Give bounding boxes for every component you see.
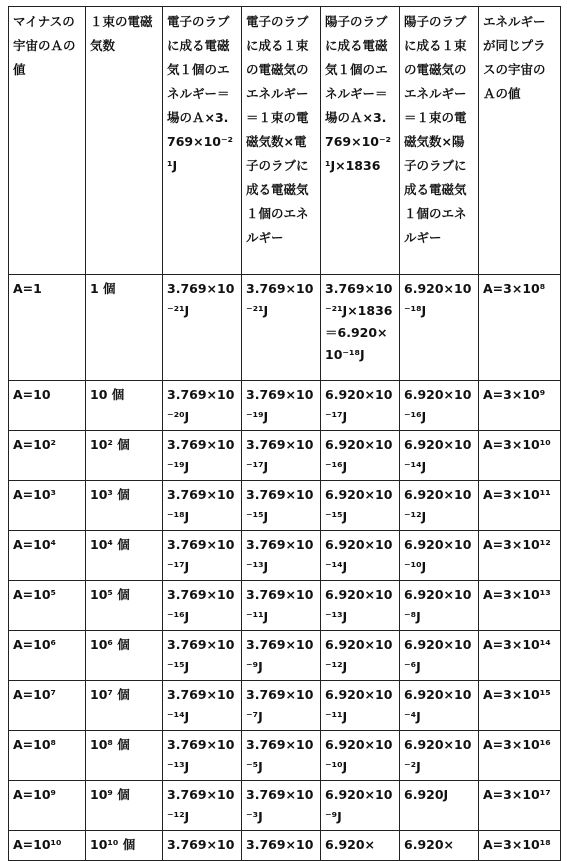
table-cell: 3.769×10 (242, 831, 321, 861)
table-row (9, 431, 561, 481)
table-cell: 3.769×10⁻¹⁵J (242, 481, 321, 531)
table-cell: 10 個 (86, 381, 163, 431)
header-cell-plus-universe-a: エネルギーが同じプラスの宇宙のＡの値 (479, 7, 561, 275)
header-cell-universe-a: マイナスの宇宙のＡの値 (9, 7, 86, 275)
table-cell: 3.769×10⁻²¹J (163, 275, 242, 381)
table-cell: 6.920×10⁻¹³J (321, 581, 400, 631)
table-cell: A=10³ (9, 481, 86, 531)
table-cell: 3.769×10⁻¹³J (242, 531, 321, 581)
header-cell-proton-bundle-energy: 陽子のラブに成る１束の電磁気のエネルギー＝１束の電磁気数×陽子のラブに成る電磁気１個のエネルギー (400, 7, 479, 275)
table-cell: A=1 (9, 275, 86, 381)
table-cell: 10⁸ 個 (86, 731, 163, 781)
table-cell: 3.769×10⁻¹¹J (242, 581, 321, 631)
table-cell: 3.769×10⁻¹⁹J (163, 431, 242, 481)
table-cell: 10⁷ 個 (86, 681, 163, 731)
table-cell: A=10⁵ (9, 581, 86, 631)
table-cell: A=10⁷ (9, 681, 86, 731)
table-cell: 6.920×10⁻¹¹J (321, 681, 400, 731)
document-page (8, 6, 560, 861)
table-cell: 3.769×10 (163, 831, 242, 861)
table-cell: A=3×10¹⁶ (479, 731, 561, 781)
table-cell: 6.920×10⁻¹⁵J (321, 481, 400, 531)
table-row (9, 831, 561, 861)
table-cell: 6.920×10⁻²J (400, 731, 479, 781)
table-cell: 3.769×10⁻¹²J (163, 781, 242, 831)
table-cell: A=3×10¹² (479, 531, 561, 581)
table-cell: 3.769×10⁻¹⁷J (242, 431, 321, 481)
table-row (9, 531, 561, 581)
header-cell-electron-bundle-energy: 電子のラブに成る１束の電磁気のエネルギー＝１束の電磁気数×電子のラブに成る電磁気１個のエネルギー (242, 7, 321, 275)
table-cell: 3.769×10⁻¹⁷J (163, 531, 242, 581)
table-cell: 3.769×10⁻²¹J×1836＝6.920×10⁻¹⁸J (321, 275, 400, 381)
table-cell: 10⁵ 個 (86, 581, 163, 631)
table-row (9, 481, 561, 531)
table-cell: A=10⁸ (9, 731, 86, 781)
table-cell: A=3×10¹³ (479, 581, 561, 631)
table-cell: 3.769×10⁻⁷J (242, 681, 321, 731)
table-cell: 3.769×10⁻³J (242, 781, 321, 831)
table-cell: 6.920×10⁻⁴J (400, 681, 479, 731)
table-cell: 6.920×10⁻¹⁶J (400, 381, 479, 431)
table-cell: 6.920×10⁻⁶J (400, 631, 479, 681)
table-cell: 6.920×10⁻¹⁷J (321, 381, 400, 431)
table-row (9, 781, 561, 831)
table-cell: A=3×10¹⁰ (479, 431, 561, 481)
table-cell: A=10⁴ (9, 531, 86, 581)
table-row (9, 631, 561, 681)
header-cell-bundle-count: １束の電磁気数 (86, 7, 163, 275)
table-cell: A=3×10¹¹ (479, 481, 561, 531)
table-row (9, 681, 561, 731)
table-header-row (9, 7, 561, 275)
energy-table (8, 6, 561, 861)
table-cell: 10¹⁰ 個 (86, 831, 163, 861)
table-row (9, 581, 561, 631)
table-cell: 3.769×10⁻¹³J (163, 731, 242, 781)
table-cell: 6.920×10⁻¹⁶J (321, 431, 400, 481)
table-cell: A=10² (9, 431, 86, 481)
table-cell: A=3×10¹⁵ (479, 681, 561, 731)
table-cell: 6.920×10⁻¹⁸J (400, 275, 479, 381)
table-cell: A=10⁶ (9, 631, 86, 681)
table-cell: 3.769×10⁻²¹J (242, 275, 321, 381)
table-cell: 3.769×10⁻⁹J (242, 631, 321, 681)
table-cell: 3.769×10⁻¹⁶J (163, 581, 242, 631)
table-cell: 6.920×10⁻¹²J (321, 631, 400, 681)
table-cell: 3.769×10⁻¹⁹J (242, 381, 321, 431)
table-cell: A=10 (9, 381, 86, 431)
header-cell-electron-single-energy: 電子のラブに成る電磁気１個のエネルギー＝場のＡ×3.769×10⁻²¹J (163, 7, 242, 275)
table-cell: 6.920×10⁻¹⁴J (321, 531, 400, 581)
table-cell: 10⁴ 個 (86, 531, 163, 581)
table-cell: A=3×10⁹ (479, 381, 561, 431)
table-cell: 3.769×10⁻¹⁸J (163, 481, 242, 531)
table-cell: 10⁹ 個 (86, 781, 163, 831)
table-cell: 6.920×10⁻¹⁴J (400, 431, 479, 481)
table-cell: 6.920J (400, 781, 479, 831)
table-cell: A=3×10⁸ (479, 275, 561, 381)
table-cell: 10² 個 (86, 431, 163, 481)
table-cell: 6.920×10⁻⁹J (321, 781, 400, 831)
table-cell: 1 個 (86, 275, 163, 381)
table-cell: 10³ 個 (86, 481, 163, 531)
table-cell: 3.769×10⁻¹⁴J (163, 681, 242, 731)
table-cell: A=10⁹ (9, 781, 86, 831)
table-cell: 6.920×10⁻¹⁰J (400, 531, 479, 581)
table-cell: 3.769×10⁻¹⁵J (163, 631, 242, 681)
table-cell: 6.920×10⁻¹²J (400, 481, 479, 531)
table-row (9, 731, 561, 781)
table-cell: A=10¹⁰ (9, 831, 86, 861)
table-cell: 6.920×10⁻⁸J (400, 581, 479, 631)
table-cell: 3.769×10⁻⁵J (242, 731, 321, 781)
table-cell: 3.769×10⁻²⁰J (163, 381, 242, 431)
table-cell: 6.920× (400, 831, 479, 861)
table-cell: 6.920× (321, 831, 400, 861)
table-cell: 6.920×10⁻¹⁰J (321, 731, 400, 781)
table-cell: A=3×10¹⁷ (479, 781, 561, 831)
header-cell-proton-single-energy: 陽子のラブに成る電磁気１個のエネルギー＝場のＡ×3.769×10⁻²¹J×1836 (321, 7, 400, 275)
table-row (9, 381, 561, 431)
table-cell: 10⁶ 個 (86, 631, 163, 681)
table-row (9, 275, 561, 381)
table-cell: A=3×10¹⁸ (479, 831, 561, 861)
table-cell: A=3×10¹⁴ (479, 631, 561, 681)
